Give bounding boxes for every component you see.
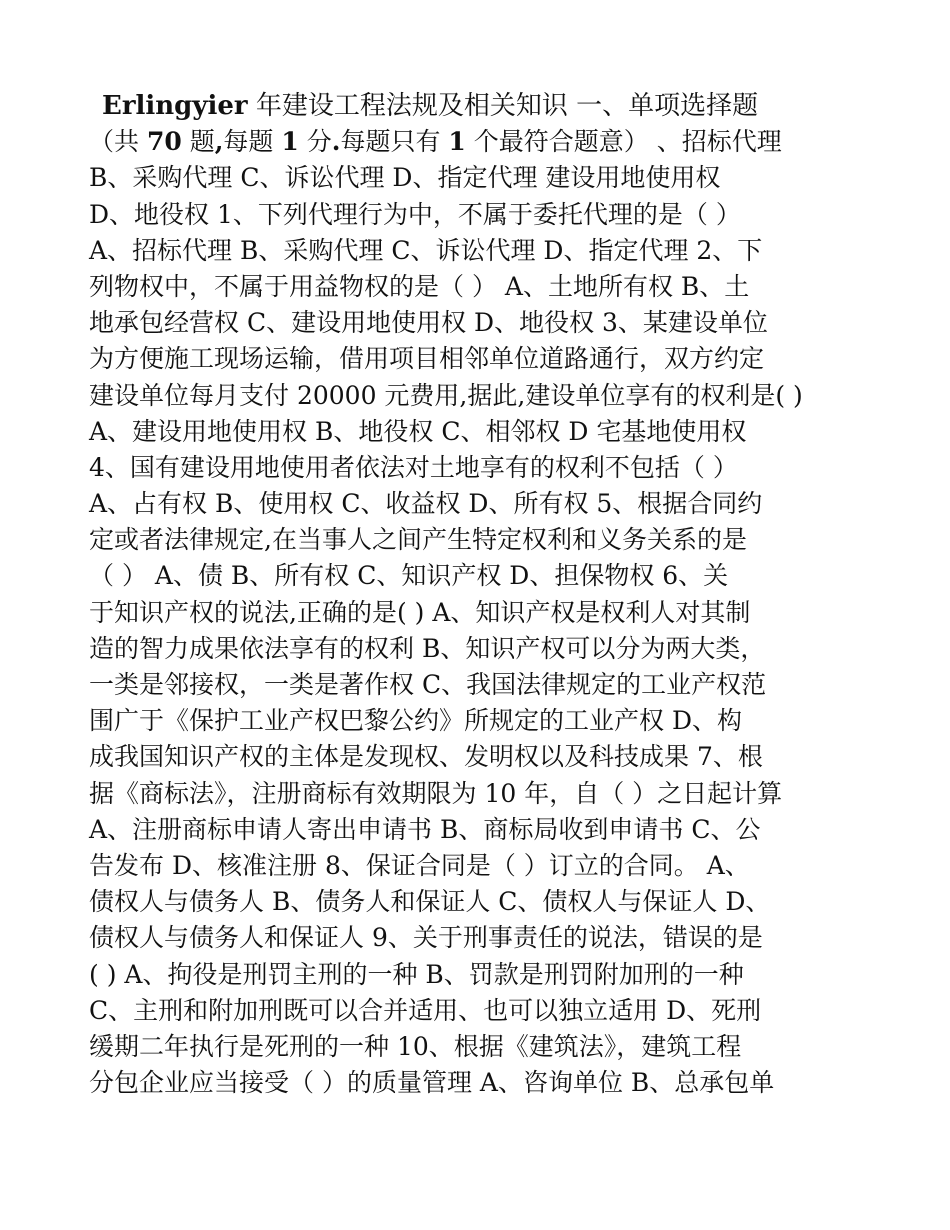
text-run: 分 bbox=[298, 127, 332, 157]
title-text: 年建设工程法规及相关知识 一、单项选择题 bbox=[247, 91, 759, 121]
text-run: 题 bbox=[181, 127, 215, 157]
text-line: A、注册商标申请人寄出申请书 B、商标局收到申请书 C、公 bbox=[89, 814, 761, 844]
text-line: 告发布 D、核准注册 8、保证合同是（ ）订立的合同。 A、 bbox=[89, 850, 750, 880]
text-line: 分包企业应当接受（ ）的质量管理 A、咨询单位 B、总承包单 bbox=[89, 1068, 775, 1098]
text-run: （共 bbox=[89, 127, 147, 157]
text-line: C、主刑和附加刑既可以合并适用、也可以独立适用 D、死刑 bbox=[89, 995, 762, 1025]
text-line: （ ） A、债 B、所有权 C、知识产权 D、担保物权 6、关 bbox=[89, 561, 729, 591]
instructions-line bbox=[89, 124, 864, 160]
text-line: A、招标代理 B、采购代理 C、诉讼代理 D、指定代理 2、下 bbox=[89, 235, 763, 265]
text-line: 于知识产权的说法,正确的是( ) A、知识产权是权利人对其制 bbox=[89, 597, 751, 627]
text-line: 成我国知识产权的主体是发现权、发明权以及科技成果 7、根 bbox=[89, 742, 763, 772]
text-line: 造的智力成果依法享有的权利 B、知识产权可以分为两大类， bbox=[89, 633, 766, 663]
bold-run: 70 bbox=[146, 127, 182, 157]
text-line: B、采购代理 C、诉讼代理 D、指定代理 建设用地使用权 bbox=[89, 163, 721, 193]
text-line: 定或者法律规定,在当事人之间产生特定权利和义务关系的是 bbox=[89, 525, 747, 555]
text-run: 每题 bbox=[223, 127, 282, 157]
text-line: 据《商标法》，注册商标有效期限为 10 年，自（ ）之日起计算 bbox=[89, 778, 783, 808]
document-body bbox=[89, 88, 864, 1101]
bold-run: 1 bbox=[448, 127, 466, 157]
text-line: ( ) A、拘役是刑罚主刑的一种 B、罚款是刑罚附加刑的一种 bbox=[89, 959, 744, 989]
text-line: 一类是邻接权，一类是著作权 C、我国法律规定的工业产权范 bbox=[89, 670, 767, 699]
text-line: 债权人与债务人 B、债务人和保证人 C、债权人与保证人 D、 bbox=[89, 887, 771, 917]
text-line: 建设单位每月支付 20000 元费用,据此,建设单位享有的权利是( ) bbox=[89, 380, 803, 410]
text-line: 债权人与债务人和保证人 9、关于刑事责任的说法，错误的是 bbox=[89, 923, 763, 953]
bold-run: , bbox=[214, 127, 224, 157]
title-bold-text: Erlingyier bbox=[102, 91, 248, 121]
text-line: A、占有权 B、使用权 C、收益权 D、所有权 5、根据合同约 bbox=[89, 489, 763, 519]
text-line: 缓期二年执行是死刑的一种 10、根据《建筑法》，建筑工程 bbox=[89, 1031, 742, 1061]
text-run: 个最符合题意） 、招标代理 bbox=[465, 127, 782, 157]
text-line: 列物权中，不属于用益物权的是（ ） A、土地所有权 B、土 bbox=[89, 271, 750, 301]
text-line: A、建设用地使用权 B、地役权 C、相邻权 D 宅基地使用权 bbox=[89, 416, 747, 446]
text-line: 围广于《保护工业产权巴黎公约》所规定的工业产权 D、构 bbox=[89, 706, 742, 736]
bold-run: 1 bbox=[281, 127, 299, 157]
text-line: 地承包经营权 C、建设用地使用权 D、地役权 3、某建设单位 bbox=[89, 308, 768, 338]
bold-run: . bbox=[331, 127, 341, 157]
text-run: 每题只有 bbox=[340, 127, 449, 157]
text-line: 4、国有建设用地使用者依法对土地享有的权利不包括（ ） bbox=[89, 452, 738, 482]
text-line: D、地役权 1、下列代理行为中，不属于委托代理的是（ ） bbox=[89, 199, 741, 229]
document-title-line bbox=[89, 88, 864, 124]
text-line: 为方便施工现场运输，借用项目相邻单位道路通行，双方约定 bbox=[89, 344, 765, 374]
